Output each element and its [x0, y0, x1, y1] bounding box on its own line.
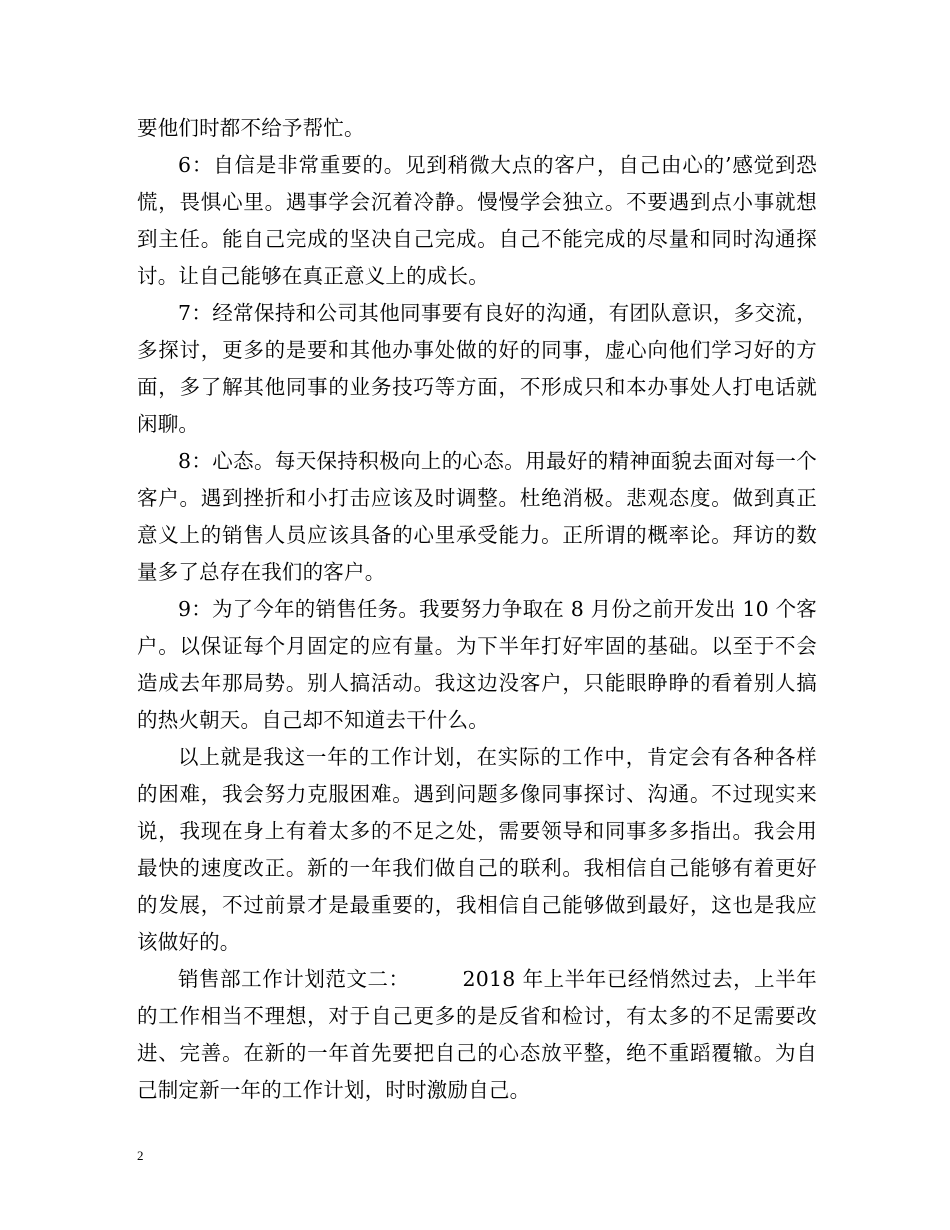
- body-text: [137, 110, 817, 1109]
- paragraph-6: 以上就是我这一年的工作计划，在实际的工作中，肯定会有各种各样的困难，我会努力克服困难。遇到问题多像同事探讨、沟通。不过现实来说，我现在身上有着太多的不足之处，需要领导和同事多多指出。我会用最快的速度改正。新的一年我们做自己的联利。我相信自己能够有着更好的发展，不过前景才是最重要的，我相信自己能够做到最好，这也是我应该做好的。: [137, 745, 817, 954]
- paragraph-2: 6：自信是非常重要的。见到稍微大点的客户，自己由心的’感觉到恐慌，畏惧心里。遇事学会沉着冷静。慢慢学会独立。不要遇到点小事就想到主任。能自己完成的坚决自己完成。自己不能完成的尽量和同时沟通探讨。让自己能够在真正意义上的成长。: [137, 153, 817, 288]
- paragraph-1: 要他们时都不给予帮忙。: [137, 116, 365, 140]
- page-number: 2: [137, 1148, 144, 1163]
- paragraph-3: 7：经常保持和公司其他同事要有良好的沟通，有团队意识，多交流，多探讨，更多的是要和其他办事处做的好的同事，虚心向他们学习好的方面，多了解其他同事的业务技巧等方面，不形成只和本办事处人打电话就闲聊。: [137, 301, 817, 436]
- paragraph-4: 8：心态。每天保持积极向上的心态。用最好的精神面貌去面对每一个客户。遇到挫折和小打击应该及时调整。杜绝消极。悲观态度。做到真正意义上的销售人员应该具备的心里承受能力。正所谓的概率论。拜访的数量多了总存在我们的客户。: [137, 449, 817, 584]
- paragraph-7: 销售部工作计划范文二： 2018 年上半年已经悄然过去，上半年的工作相当不理想，对于自己更多的是反省和检讨，有太多的不足需要改进、完善。在新的一年首先要把自己的心态放平整，绝不重蹈覆辙。为自己制定新一年的工作计划，时时激励自己。: [137, 967, 817, 1102]
- paragraph-5: 9：为了今年的销售任务。我要努力争取在 8 月份之前开发出 10 个客户。以保证每个月固定的应有量。为下半年打好牢固的基础。以至于不会造成去年那局势。别人搞活动。我这边没客户，只能眼睁睁的看着别人搞的热火朝天。自己却不知道去干什么。: [137, 597, 817, 732]
